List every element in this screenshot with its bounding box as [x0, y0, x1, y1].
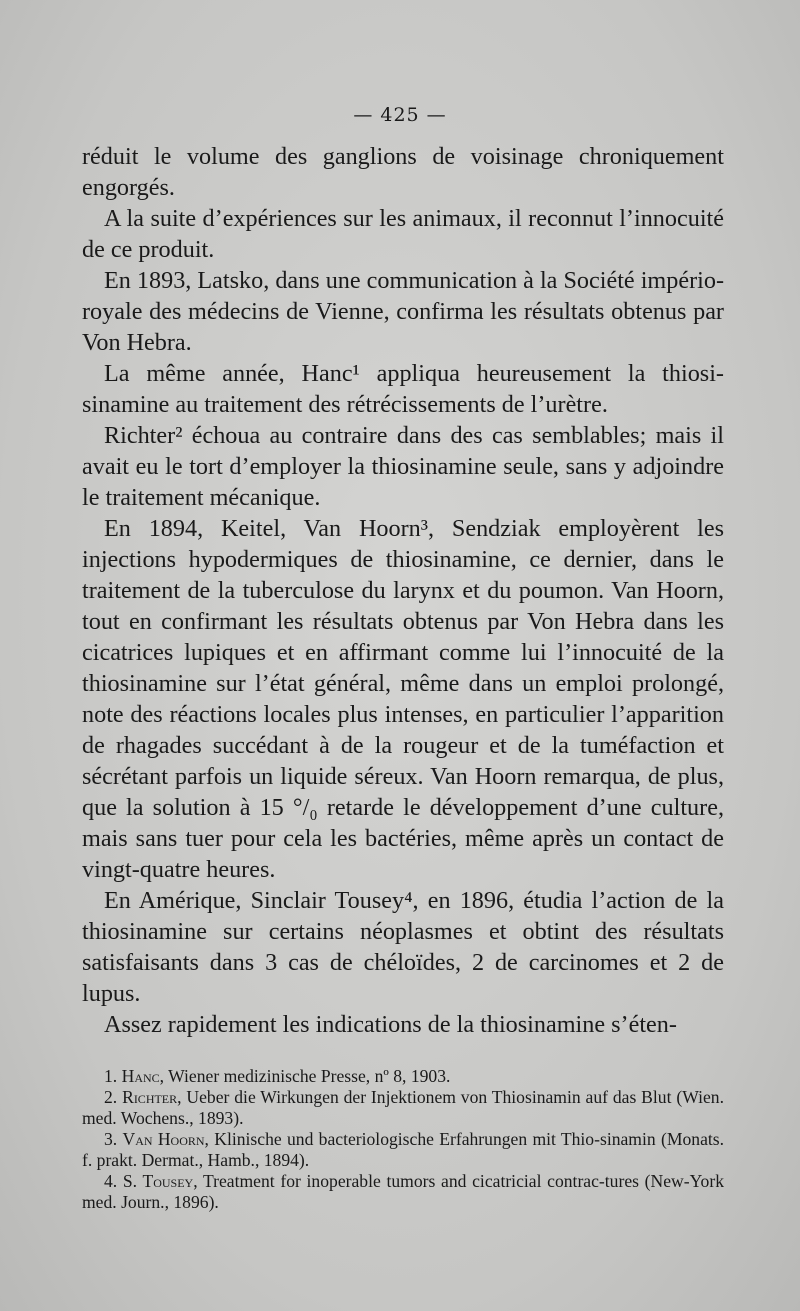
paragraph-2: A la suite d’expériences sur les animaux, il reconnut l’innocuité de ce produit.	[82, 205, 724, 263]
page-number: — 425 —	[353, 104, 447, 126]
footnote-number: 1.	[104, 1066, 118, 1086]
paragraph-1: réduit le volume des ganglions de voisinage chroniquement engorgés.	[82, 143, 724, 201]
footnote-text: Wiener medizinische Presse, nº 8, 1903.	[168, 1066, 451, 1086]
footnote-number: 2.	[104, 1087, 118, 1107]
paragraph-5: Richter² échoua au contraire dans des cas semblables; mais il avait eu le tort d’employer la thiosinamine seule, sans y adjoindre le traitement mécanique.	[82, 422, 724, 511]
paragraph-8: Assez rapidement les indications de la thiosinamine s’éten-	[104, 1011, 677, 1038]
footnote-1: 1. Hanc, Wiener medizinische Presse, nº 8, 1903.	[104, 1066, 451, 1086]
footnote-author: S. Tousey	[122, 1171, 194, 1191]
body-text	[82, 141, 724, 1040]
footnote-author: Van Hoorn	[122, 1129, 205, 1149]
footnote-2: 2. Richter, Ueber die Wirkungen der Injektionem von Thiosinamin auf das Blut (Wien. med. Wochens., 1893).	[82, 1087, 725, 1128]
footnote-text: Treatment for inoperable tumors and cicatricial contrac-tures (New-York med. Journ., 1896).	[82, 1171, 725, 1212]
footnote-number: 4.	[104, 1171, 118, 1191]
footnotes	[82, 1066, 724, 1213]
footnote-author: Hanc	[121, 1066, 160, 1086]
footnote-text: Klinische und bacteriologische Erfahrungen mit Thio-sinamin (Monats. f. prakt. Dermat., Hamb., 1894).	[82, 1129, 725, 1170]
footnote-4: 4. S. Tousey, Treatment for inoperable tumors and cicatricial contrac-tures (New-York med. Journ., 1896).	[82, 1171, 725, 1212]
footnote-3: 3. Van Hoorn, Klinische und bacteriologische Erfahrungen mit Thio-sinamin (Monats. f. prakt. Dermat., Hamb., 1894).	[82, 1129, 725, 1170]
footnote-text: Ueber die Wirkungen der Injektionem von Thiosinamin auf das Blut (Wien. med. Wochens., 1893).	[82, 1087, 725, 1128]
paragraph-7: En Amérique, Sinclair Tousey⁴, en 1896, étudia l’action de la thiosinamine sur certains néoplasmes et obtint des résultats satisfaisants dans 3 cas de chéloïdes, 2 de carcinomes et 2 de lupus.	[82, 887, 724, 1007]
paragraph-3: En 1893, Latsko, dans une communication à la Société império-royale des médecins de Vienne, confirma les résultats obtenus par Von Hebra.	[82, 267, 724, 356]
footnote-author: Richter	[122, 1087, 178, 1107]
footnote-number: 3.	[104, 1129, 118, 1149]
paragraph-4: La même année, Hanc¹ appliqua heureusement la thiosi-sinamine au traitement des rétrécissements de l’urètre.	[82, 360, 724, 418]
paragraph-6: En 1894, Keitel, Van Hoorn³, Sendziak employèrent les injections hypodermiques de thiosinamine, ce dernier, dans le traitement de la tuberculose du larynx et du poumon. Van Hoorn, tout en confirmant les résultats obtenus par Von Hebra dans les cicatrices lupiques et en affirmant comme lui l’innocuité de la thiosinamine sur l’état général, même dans un emploi prolongé, note des réactions locales plus intenses, en particulier l’apparition de rhagades succédant à de la rougeur et de la tuméfaction et sécrétant parfois un liquide séreux. Van Hoorn remarqua, de plus, que la solution à 15 °/₀ retarde le développement d’une culture, mais sans tuer pour cela les bactéries, même après un contact de vingt-quatre heures.	[82, 515, 724, 883]
